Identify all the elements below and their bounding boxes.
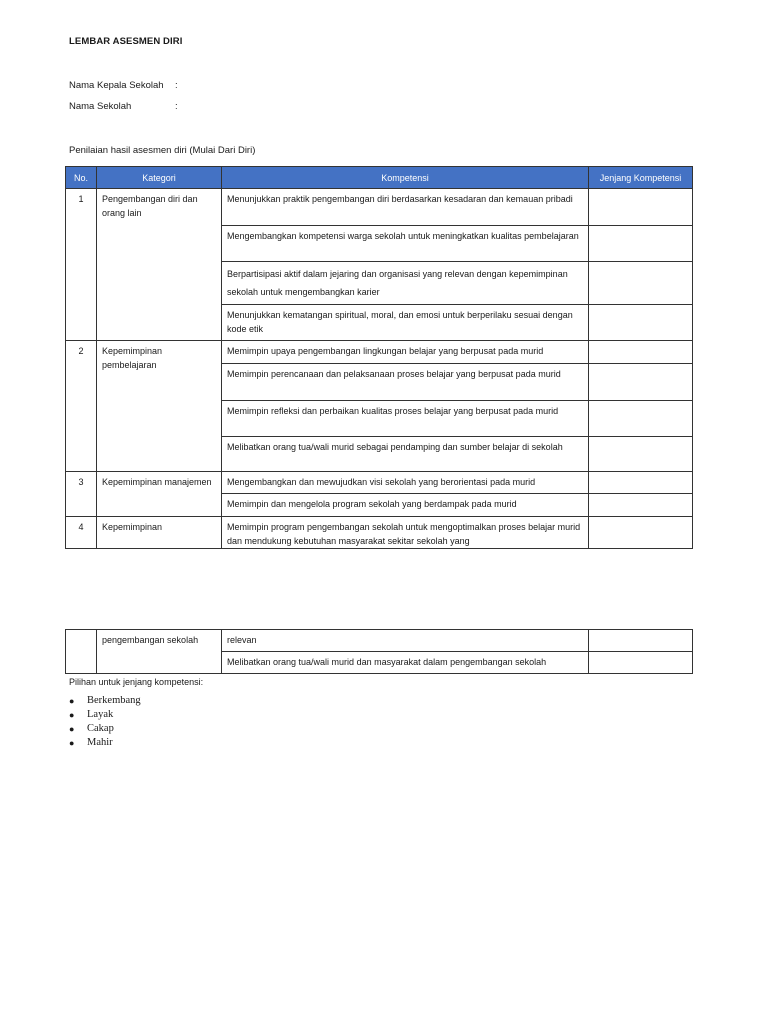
cell-kategori: Kepemimpinan [97,517,222,549]
bullet-icon: ● [69,696,75,706]
table-row [66,517,693,549]
cell-kompetensi: relevan [222,630,589,652]
table-row [66,189,693,226]
header-no: No. [66,167,97,189]
cell-kompetensi: Menunjukkan kematangan spiritual, moral, dan emosi untuk berperilaku sesuai dengan kode etik [222,305,589,341]
header-jenjang: Jenjang Kompetensi [589,167,693,189]
assessment-table [65,166,693,549]
cell-kompetensi: Memimpin program pengembangan sekolah untuk mengoptimalkan proses belajar murid dan mendukung kebutuhan masyarakat sekitar sekolah yang [222,517,589,549]
cell-kompetensi: Mengembangkan kompetensi warga sekolah untuk meningkatkan kualitas pembelajaran [222,226,589,262]
cell-jenjang-input[interactable] [589,226,693,262]
cell-no: 4 [66,517,97,549]
cell-jenjang-input[interactable] [589,341,693,364]
cell-jenjang-input[interactable] [589,437,693,472]
cell-no: 1 [66,189,97,341]
cell-jenjang-input[interactable] [589,401,693,437]
cell-kategori: pengembangan sekolah [97,630,222,674]
cell-kompetensi: Memimpin dan mengelola program sekolah yang berdampak pada murid [222,494,589,517]
cell-kategori: Kepemimpinan manajemen [97,472,222,517]
cell-jenjang-input[interactable] [589,652,693,674]
cell-kompetensi: Menunjukkan praktik pengembangan diri berdasarkan kesadaran dan kemauan pribadi [222,189,589,226]
document-title: LEMBAR ASESMEN DIRI [69,36,183,47]
cell-jenjang-input[interactable] [589,364,693,401]
table-row [66,341,693,364]
bullet-icon: ● [69,710,75,720]
cell-kompetensi: Melibatkan orang tua/wali murid sebagai pendamping dan sumber belajar di sekolah [222,437,589,472]
cell-kompetensi: Memimpin upaya pengembangan lingkungan belajar yang berpusat pada murid [222,341,589,364]
cell-kategori: Pengembangan diri dan orang lain [97,189,222,341]
cell-no [66,630,97,674]
field-principal-name [69,80,178,91]
intro-text: Penilaian hasil asesmen diri (Mulai Dari Diri) [69,145,256,156]
field-separator: : [175,101,178,112]
field-label: Nama Kepala Sekolah [69,80,164,91]
cell-jenjang-input[interactable] [589,517,693,549]
field-label: Nama Sekolah [69,101,132,112]
header-kompetensi: Kompetensi [222,167,589,189]
cell-kompetensi: Melibatkan orang tua/wali murid dan masyarakat dalam pengembangan sekolah [222,652,589,674]
cell-jenjang-input[interactable] [589,472,693,494]
assessment-table-continued [65,629,693,674]
bullet-icon: ● [69,738,75,748]
cell-kategori: Kepemimpinan pembelajaran [97,341,222,472]
header-kategori: Kategori [97,167,222,189]
list-item: ● Berkembang [69,695,141,706]
list-item: ● Layak [69,709,114,720]
cell-no: 3 [66,472,97,517]
table-header-row [66,167,693,189]
choices-label: Pilihan untuk jenjang kompetensi: [69,677,204,687]
choices-list [69,694,141,750]
cell-kompetensi: Memimpin perencanaan dan pelaksanaan proses belajar yang berpusat pada murid [222,364,589,401]
field-school-name [69,101,178,112]
cell-jenjang-input[interactable] [589,189,693,226]
cell-no: 2 [66,341,97,472]
cell-jenjang-input[interactable] [589,630,693,652]
field-separator: : [175,80,178,91]
cell-jenjang-input[interactable] [589,494,693,517]
table-row [66,472,693,494]
cell-kompetensi: Mengembangkan dan mewujudkan visi sekolah yang berorientasi pada murid [222,472,589,494]
table-row [66,630,693,652]
cell-jenjang-input[interactable] [589,262,693,305]
bullet-icon: ● [69,724,75,734]
cell-jenjang-input[interactable] [589,305,693,341]
list-item: ● Cakap [69,723,114,734]
list-item: ● Mahir [69,737,113,748]
cell-kompetensi: Memimpin refleksi dan perbaikan kualitas proses belajar yang berpusat pada murid [222,401,589,437]
cell-kompetensi: Berpartisipasi aktif dalam jejaring dan organisasi yang relevan dengan kepemimpinan sekolah untuk mengembangkan karier [222,262,589,305]
